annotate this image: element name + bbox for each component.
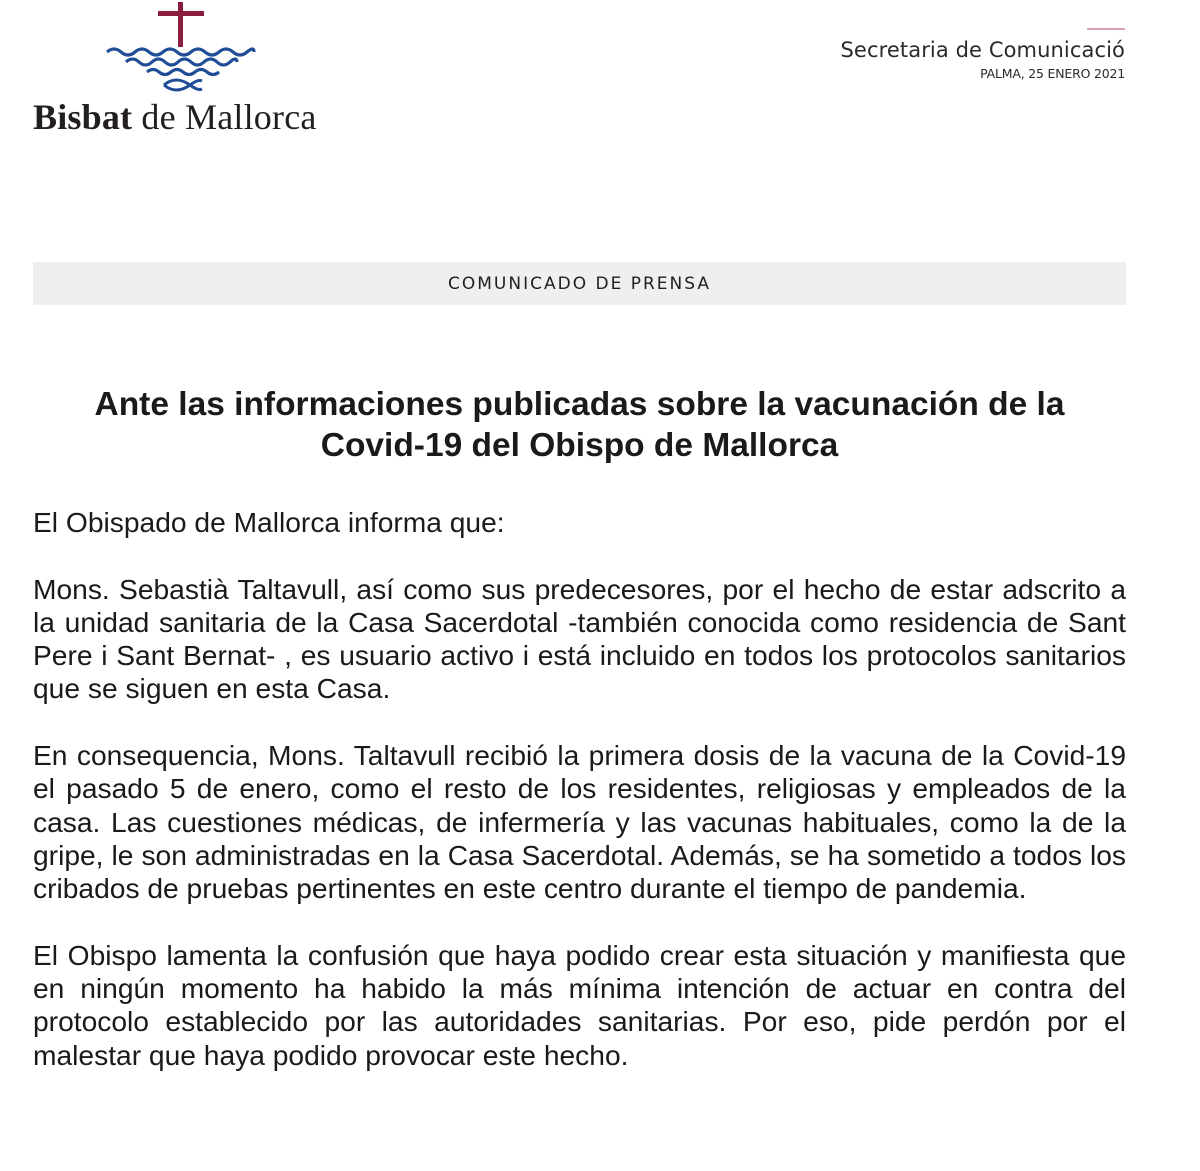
organization-logo — [30, 0, 340, 140]
paragraph-1: Mons. Sebastià Taltavull, así como sus predecesores, por el hecho de estar adscrito a la unidad sanitaria de la Casa Sacerdotal -también conocida como residencia de Sant Pere i Sant Bernat- , es usuario activo i está incluido en todos los protocolos sanitarios que se siguen en esta Casa. — [33, 572, 1126, 705]
accent-divider — [1087, 28, 1125, 30]
cross-waves-fish-icon — [102, 0, 262, 95]
banner-label: COMUNICADO DE PRENSA — [448, 273, 711, 294]
paragraph-3: El Obispo lamenta la confusión que haya podido crear esta situación y manifiesta que en ningún momento ha habido la más mínima intención de actuar en contra del protocolo establecido por las autoridades sanitarias. Por eso, pide perdón por el malestar que haya podido provocar este hecho. — [33, 938, 1126, 1071]
document-body — [33, 506, 1126, 1105]
title-line-1: Ante las informaciones publicadas sobre la vacunación de la — [94, 386, 1065, 423]
letterhead-info — [841, 28, 1126, 81]
organization-name-bold: Bisbat — [33, 97, 133, 137]
paragraph-intro: El Obispado de Mallorca informa que: — [33, 506, 505, 538]
organization-name-rest: de Mallorca — [132, 97, 317, 137]
organization-name — [33, 96, 317, 138]
press-release-banner — [33, 262, 1126, 305]
title-line-2: Covid-19 del Obispo de Mallorca — [320, 427, 839, 464]
document-title — [33, 384, 1126, 466]
paragraph-2: En consequencia, Mons. Taltavull recibió la primera dosis de la vacuna de la Covid-19 el pasado 5 de enero, como el resto de los residentes, religiosas y empleados de la casa. Las cuestiones médicas, de infermería y las vacunas habituales, como la de la gripe, le son administradas en la Casa Sacerdotal. Además, se ha sometido a todos los cribados de pruebas pertinentes en este centro durante el tiempo de pandemia. — [33, 739, 1126, 905]
dateline: PALMA, 25 ENERO 2021 — [980, 66, 1125, 81]
department-name: Secretaria de Comunicació — [840, 38, 1125, 62]
